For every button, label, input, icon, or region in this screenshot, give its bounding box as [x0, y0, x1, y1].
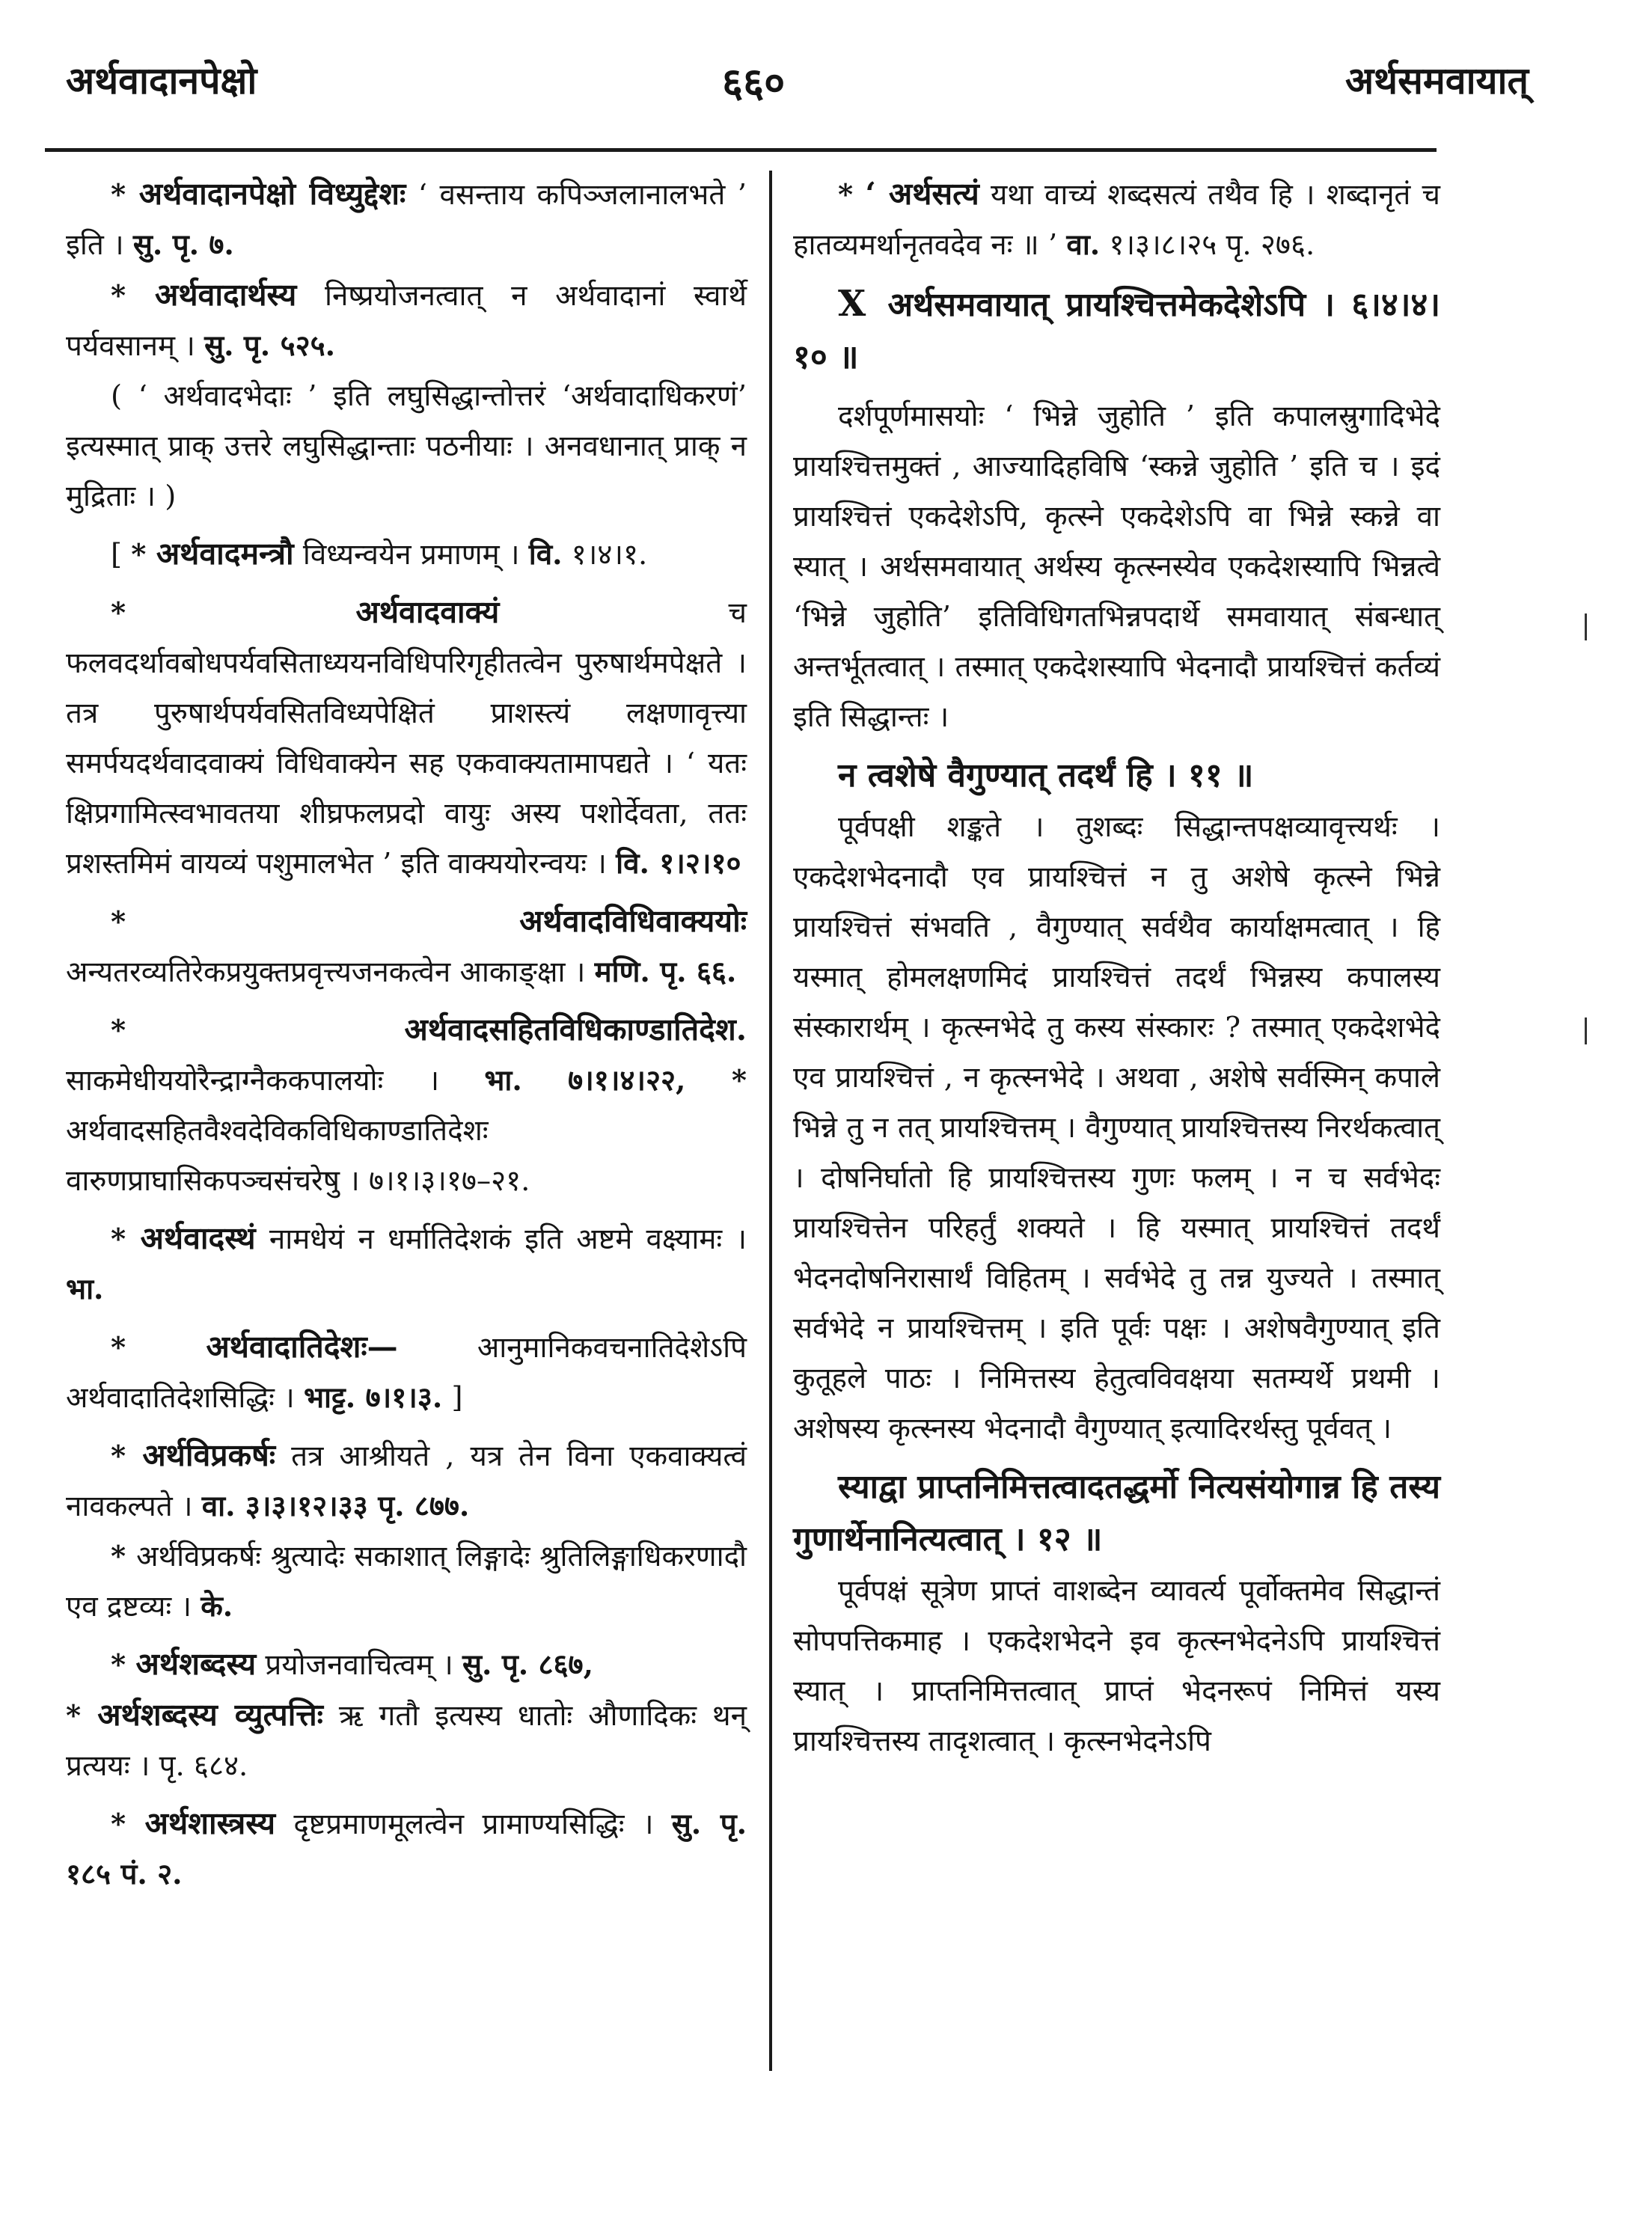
- headword: अर्थवादसहितविधिकाण्डातिदेश.: [404, 1012, 747, 1047]
- running-head-right: अर्थसमवायात्: [1344, 58, 1529, 102]
- entry: * अर्थवादसहितविधिकाण्डातिदेश. साकमेधीययोरैन्द्राग्नैककपालयोः । भा. ७।१।४।२२, * अर्थवादसहितवैश्वदेविकविधिकाण्डातिदेशः वारुणप्राघासिकपञ्चसंचरेषु । ७।१।३।१७–२१.: [66, 1012, 747, 1198]
- entry: * अर्थशब्दस्य व्युत्पत्तिः ऋ गतौ इत्यस्य धातोः औणादिकः थन् प्रत्ययः । पृ. ६८४.: [66, 1697, 747, 1783]
- entry: * ‘ अर्थसत्यं यथा वाच्यं शब्दसत्यं तथैव हि । शब्दानृतं च हातव्यमर्थानृतवदेव नः ॥ ’ वा. १।३।८।२५ पृ. २७६.: [793, 176, 1440, 262]
- commentary-paragraph: दर्शपूर्णमासयोः ‘ भिन्ने जुहोति ’ इति कपालस्रुगादिभेदे प्रायश्चित्तमुक्तं , आज्यादिहविषि ‘स्कन्ने जुहोति ’ इति च । इदं प्रायश्चित्तं एकदेशेऽपि, कृत्स्ने एकदेशेऽपि वा भिन्ने स्कन्ने वा स्यात् । अर्थसमवायात् अर्थस्य कृत्स्नस्येव एकदेशस्यापि भिन्नत्वे ‘भिन्ने जुहोति’ इतिविधिगतभिन्नपदार्थे समवायात् संबन्धात् अन्तर्भूतत्वात् । तस्मात् एकदेशस्यापि भेदनादौ प्रायश्चित्तं कर्तव्यं इति सिद्धान्तः ।: [793, 400, 1440, 734]
- scan-mark: [1585, 613, 1587, 640]
- headword: अर्थवादविधिवाक्ययोः: [519, 903, 747, 939]
- reference: सु. पृ. १८५ पं. २.: [66, 1808, 747, 1891]
- reference: मणि. पृ. ६६.: [594, 955, 737, 989]
- headword: अर्थवादानपेक्षो विध्युद्देशः: [138, 176, 406, 212]
- headword: ‘ अर्थसत्यं: [865, 176, 979, 212]
- entry: * अर्थविप्रकर्षः तत्र आश्रीयते , यत्र तेन विना एकवाक्यत्वं नावकल्पते । वा. ३।३।१२।३३ पृ. ८७७.: [66, 1437, 747, 1523]
- scan-mark: [1585, 1017, 1587, 1044]
- editorial-note: ( ‘ अर्थवादभेदाः ’ इति लघुसिद्धान्तोत्तरं ‘अर्थवादाधिकरणं’ इत्यस्मात् प्राक् उत्तरे लघुसिद्धान्ताः पठनीयाः । अनवधानात् प्राक् न मुद्रिताः । ): [66, 379, 747, 513]
- entry: [ * अर्थवादमन्त्रौ विध्यन्वयेन प्रमाणम् । वि. १।४।१.: [111, 536, 648, 572]
- headword: अर्थवादमन्त्रौ: [156, 536, 294, 572]
- headword: अर्थविप्रकर्षः: [142, 1437, 276, 1473]
- reference: वि.: [528, 538, 563, 572]
- entry: * अर्थशब्दस्य प्रयोजनवाचित्वम् । सु. पृ. ८६७,: [111, 1646, 593, 1682]
- reference: वा. ३।३।१२।३३ पृ. ८७७.: [201, 1490, 470, 1523]
- reference: सु. पृ. ५२५.: [204, 329, 336, 363]
- sutra-heading: स्याद्वा प्राप्तनिमित्तत्वादतद्धर्मो नित्यसंयोगान्न हि तस्य गुणार्थेनानित्यत्वात् । १२ ॥: [793, 1468, 1440, 1558]
- commentary-paragraph: पूर्वपक्षं सूत्रेण प्राप्तं वाशब्देन व्यावर्त्य पूर्वोक्तमेव सिद्धान्तं सोपपत्तिकमाह । एकदेशभेदने इव कृत्स्नभेदनेऽपि प्रायश्चित्तं स्यात् । प्राप्तनिमित्तत्वात् प्राप्तं भेदनरूपं निमित्तं यस्य प्रायश्चित्तस्य तादृशत्वात् । कृत्स्नभेदनेऽपि: [793, 1574, 1440, 1758]
- sutra-mark-icon: Ⅹ: [838, 283, 872, 325]
- reference: सु. पृ. ८६७,: [462, 1648, 593, 1682]
- reference: वि. १।२।१०: [616, 847, 741, 881]
- entry: * अर्थवादविधिवाक्ययोः अन्यतरव्यतिरेकप्रयुक्तप्रवृत्त्यजनकत्वेन आकाङ्क्षा । मणि. पृ. ६६.: [66, 903, 747, 989]
- entry: * अर्थवादस्थं नामधेयं न धर्मातिदेशकं इति अष्टमे वक्ष्यामः । भा.: [66, 1220, 747, 1306]
- reference: के.: [201, 1590, 233, 1624]
- entry: * अर्थवादानपेक्षो विध्युद्देशः ‘ वसन्ताय कपिञ्जलानालभते ’ इति । सु. पृ. ७.: [66, 176, 747, 262]
- headword: अर्थशास्त्रस्य: [144, 1805, 275, 1841]
- entry: * अर्थवादातिदेशः— आनुमानिकवचनातिदेशेऽपि अर्थवादातिदेशसिद्धिः । भाट्ट. ७।१।३. ]: [66, 1329, 747, 1415]
- headword: अर्थवादार्थस्य: [155, 277, 297, 313]
- headword: अर्थशब्दस्य: [135, 1646, 257, 1682]
- commentary-paragraph: पूर्वपक्षी शङ्कते । तुशब्दः सिद्धान्तपक्षव्यावृत्त्यर्थः । एकदेशभेदनादौ एव प्रायश्चित्तं न तु अशेषे कृत्स्ने भिन्ने प्रायश्चित्तं संभवति , वैगुण्यात् सर्वथैव कार्याक्षमत्वात् । हि यस्मात् होमलक्षणमिदं प्रायश्चित्तं तदर्थं भिन्नस्य कपालस्य संस्कारार्थम् । कृत्स्नभेदे तु कस्य संस्कारः ? तस्मात् एकदेशभेदे एव प्रायश्चित्तं , न कृत्स्नभेदे । अथवा , अशेषे सर्वस्मिन् कपाले भिन्ने तु न तत् प्रायश्चित्तम् । वैगुण्यात् प्रायश्चित्तस्य निरर्थकत्वात् । दोषनिर्घातो हि प्रायश्चित्तस्य गुणः फलम् । न च सर्वभेदः प्रायश्चित्तेन परिहर्तुं शक्यते । हि यस्मात् प्रायश्चित्तं तदर्थं भेदनदोषनिरासार्थं विहितम् । सर्वभेदे तु तन्न युज्यते । तस्मात् सर्वभेदे न प्रायश्चित्तम् । इति पूर्वः पक्षः । अशेषवैगुण्यात् इति कुतूहले पाठः । निमित्तस्य हेतुत्वविवक्षया सतम्यर्थे प्रथमी । अशेषस्य कृत्स्नस्य भेदनादौ वैगुण्यात् इत्यादिरर्थस्तु पूर्ववत् ।: [793, 810, 1440, 1445]
- headword: अर्थवादवाक्यं: [355, 594, 500, 630]
- headword: अर्थशब्दस्य व्युत्पत्तिः: [97, 1697, 323, 1733]
- column-divider: [769, 171, 772, 2071]
- reference: सु. पृ. ७.: [132, 228, 234, 262]
- headword: अर्थवादस्थं: [140, 1220, 256, 1256]
- entry: * अर्थशास्त्रस्य दृष्टप्रमाणमूलत्वेन प्रामाण्यसिद्धिः । सु. पृ. १८५ पं. २.: [66, 1805, 747, 1891]
- sutra-heading: न त्वशेषे वैगुण्यात् तदर्थं हि । ११ ॥: [838, 756, 1254, 795]
- page-number: ६६०: [722, 58, 786, 106]
- entry: * अर्थवादार्थस्य निष्प्रयोजनत्वात् न अर्थवादानां स्वार्थे पर्यवसानम् । सु. पृ. ५२५.: [66, 277, 747, 363]
- sutra-heading: Ⅹ अर्थसमवायात् प्रायश्चित्तमेकदेशेऽपि । ६।४।४।१० ॥: [793, 283, 1440, 376]
- left-column: [66, 169, 747, 1900]
- right-column: [793, 169, 1440, 1766]
- running-head-left: अर्थवादानपेक्षो: [66, 58, 257, 102]
- reference: वा.: [1066, 228, 1101, 262]
- reference: भा. ७।१।४।२२,: [484, 1064, 686, 1098]
- entry: * अर्थवादवाक्यं च फलवदर्थावबोधपर्यवसिताध्ययनविधिपरिगृहीतत्वेन पुरुषार्थमपेक्षते । तत्र पुरुषार्थपर्यवसितविध्यपेक्षितं प्राशस्त्यं लक्षणावृत्त्या समर्पयदर्थवादवाक्यं विधिवाक्येन सह एकवाक्यतामापद्यते । ‘ यतः क्षिप्रगामित्स्वभावतया शीघ्रफलप्रदो वायुः अस्य पशोर्देवता, ततः प्रशस्तमिमं वायव्यं पशुमालभेत ’ इति वाक्ययोरन्वयः । वि. १।२।१०: [66, 594, 747, 881]
- entry: * अर्थविप्रकर्षः श्रुत्यादेः सकाशात् लिङ्गादेः श्रुतिलिङ्गाधिकरणादौ एव द्रष्टव्यः । के.: [66, 1540, 747, 1624]
- header-rule: [45, 148, 1437, 152]
- reference: भा.: [66, 1273, 104, 1306]
- reference: भाट्ट. ७।१।३.: [303, 1381, 443, 1415]
- headword: अर्थवादातिदेशः—: [206, 1329, 398, 1365]
